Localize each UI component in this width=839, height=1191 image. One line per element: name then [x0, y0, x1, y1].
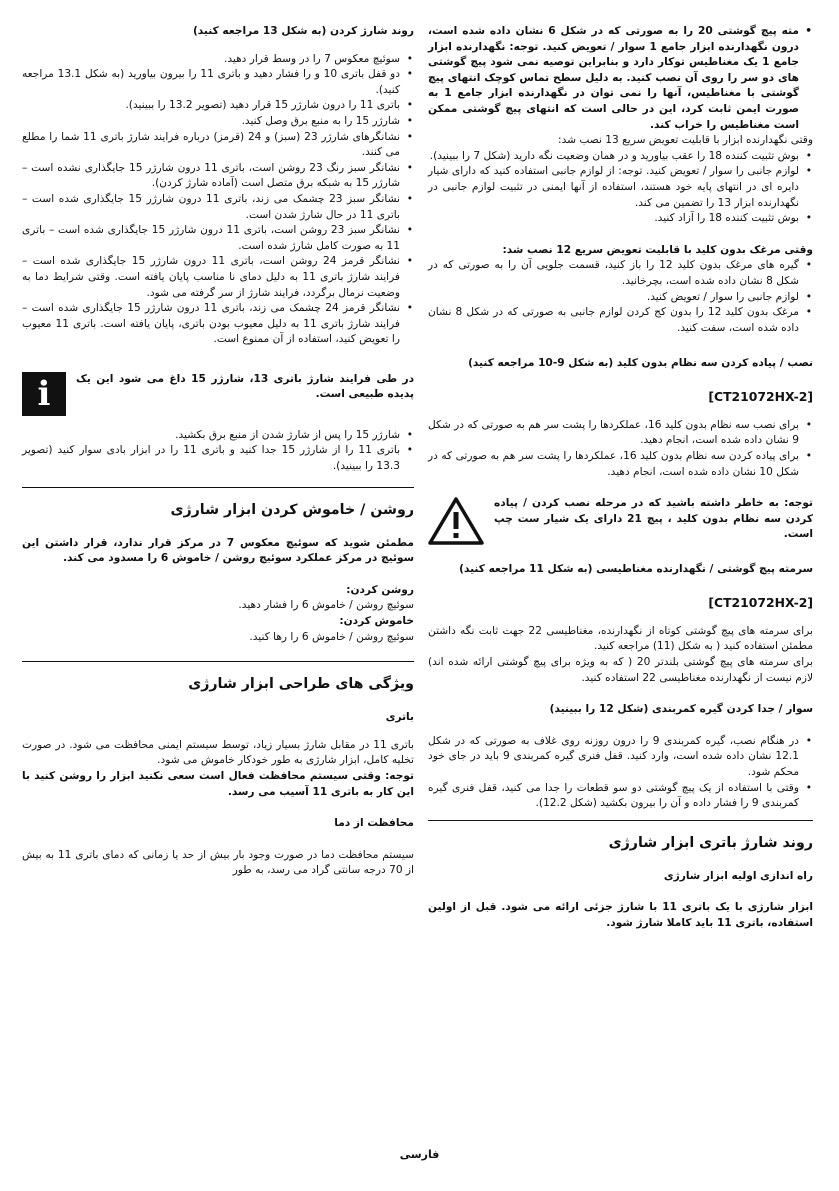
list-item: • شارژر 15 را به منبع برق وصل کنید.	[22, 114, 414, 130]
info-note	[22, 372, 414, 416]
info-note-text: در طی فرایند شارژ باتری 13، شارژر 15 داغ می شود این یک پدیده طبیعی است.	[76, 372, 415, 401]
list-item: • لوازم جانبی را سوار / تعویض کنید.	[428, 290, 813, 306]
clamp-title: سوار / جدا کردن گیره کمربندی (شکل 12 را ببینید)	[549, 703, 813, 716]
bits-title: سرمته پیچ گوشتی / نگهدارنده مغناطیسی (به شکل 11 مراجعه کنید)	[459, 563, 813, 576]
right-column	[428, 24, 813, 932]
thermal-text: سیستم محافظت دما در صورت وجود بار بیش از حد یا زمانی که دمای باتری 11 به بیش از 70 درجه سانتی گراد می رسد، به طور	[22, 848, 415, 877]
charging-section-title: روند شارژ باتری ابزار شارژی	[608, 834, 813, 851]
process-list	[22, 52, 414, 348]
list-item: • نشانگر قرمز 24 روشن است، باتری 11 درون شارژر 15 جایگذاری شده است – فرایند شارژ باتری 11 به دلیل دمای نا مناسب پایان یافته است. وقتی شرایط دما به وضعیت نرمال برگردد، فرایند شارژ از سر گرفته می شود.	[22, 254, 414, 301]
list-item: • برای نصب سه نظام بدون کلید 16، عملکردها را پشت سر هم به صورتی که در شکل 9 نشان داده شده است، انجام دهید.	[428, 418, 813, 449]
page-footer-language: فارسی	[399, 1148, 440, 1161]
quick13-title: وقتی نگهدارنده ابزار با قابلیت تعویض سریع 13 نصب شد:	[558, 134, 813, 147]
after-charge-list	[22, 428, 414, 475]
process-title: روند شارژ کردن (به شکل 13 مراجعه کنید)	[192, 25, 414, 37]
info-icon: i	[22, 372, 66, 416]
bits-paragraph: برای سرمته های پیچ گوشتی بلندتر 20 ( که به ویژه برای پیچ گوشتی ارائه شده اند) لازم نیست از نگهدارنده مغناطیسی 22 استفاده کنید.	[428, 656, 813, 684]
list-item: • نشانگر سبز 23 روشن است، باتری 11 درون شارژر 15 جایگذاری شده است – باتری 11 به صورت کامل شارژ شده است.	[22, 223, 414, 254]
clamp-list	[428, 734, 813, 812]
battery-text: باتری 11 در مقابل شارژ بسیار زیاد، توسط سیستم ایمنی محافظت می شود. در صورت تخلیه کامل، ابزار شارژی به طور خودکار خاموش می شود.	[22, 738, 414, 767]
bit-install-item: • مته پیچ گوشتی 20 را به صورتی که در شکل 6 نشان داده شده است، درون نگهدارنده ابزار جامع 1 سوار / تعویض کنید. توجه: نگهدارنده ابزار جامع 1 یک مغناطیس توکار دارد و بنابراین توصیه نمی شود پیچ گوشتی های دو سر را روی آن نصب کنید. به دلیل سطح تماس کوچک انتهای پیچ گوشتی با مغناطیس، آنها را نمی توان در نگهدارنده ابزار جامع 1 به صورت ایمن ثابت کرد، این در حالی است که انتهای پیچ گوشتی ممکن است مغناطیس را خراب کند.	[428, 24, 813, 133]
off-text: سوئیچ روشن / خاموش 6 را رها کنید.	[249, 630, 414, 643]
quick13-list	[428, 149, 813, 227]
warning-triangle-icon	[428, 496, 484, 546]
left-column	[22, 24, 414, 879]
list-item: • نشانگر سبز رنگ 23 روشن است، باتری 11 درون شارژر 15 جایگذاری نشده است – شارژر 15 به شبکه برق متصل است (آماده شارژ کردن).	[22, 161, 414, 192]
warning-text: توجه: به خاطر داشته باشید که در مرحله نصب کردن / پیاده کردن سه نظام بدون کلید ، پیچ 21 دارای یک شیار ست چپ است.	[494, 497, 813, 541]
model-number: [CT21072HX-2]	[708, 594, 813, 610]
startup-text: ابزار شارژی با یک باتری 11 با شارژ جزئی ارائه می شود. قبل از اولین استفاده، باتری 11 باید کاملا شارژ شود.	[428, 901, 813, 929]
thermal-title: محافظت از دما	[334, 817, 414, 830]
chuck12-list	[428, 258, 813, 336]
list-item: • در هنگام نصب، گیره کمربندی 9 را درون روزنه روی غلاف به صورتی که در شکل 12.1 نشان داده شده است، وارد کنید. قفل فنری گیره کمربندی 9 باید در جای خود محکم شود.	[428, 734, 813, 781]
on-text: سوئیچ روشن / خاموش 6 را فشار دهید.	[238, 599, 414, 612]
list-item: • نشانگر قرمز 24 چشمک می زند، باتری 11 درون شارژر 15 جایگذاری شده است – فرایند شارژ باتری 11 به دلیل معیوب بودن باتری، پایان یافته است. باتری 11 معیوب را تعویض کنید، استفاده از آن ممنوع است.	[22, 301, 414, 348]
list-item: • دو قفل باتری 10 و را فشار دهید و باتری 11 را بیرون بیاورید (به شکل 13.1 مراجعه کنید).	[22, 67, 414, 98]
list-item: • لوازم جانبی را سوار / تعویض کنید. توجه: از لوازم جانبی استفاده کنید که دارای شیار دایره ای در انتهای پایه خود هستند، استفاده از آنها ایمنی در تثبیت لوازم جانبی در نگهدارنده ابزار 13 را تضمین می کند.	[428, 164, 813, 211]
battery-note: توجه: وقتی سیستم محافظت فعال است سعی نکنید ابزار را روشن کنید با این کار به باتری 11 آسیب می رسد.	[22, 770, 414, 798]
battery-title: باتری	[385, 711, 414, 724]
assembly-list	[428, 418, 813, 480]
on-title: روشن کردن:	[346, 583, 414, 596]
list-item: • سوئیچ معکوس 7 را در وسط قرار دهید.	[22, 52, 414, 68]
off-title: خاموش کردن:	[339, 615, 414, 628]
list-item: • گیره های مرغک بدون کلید 12 را باز کنید، قسمت جلویی آن را به صورتی که در شکل 8 نشان داده شده است، بچرخانید.	[428, 258, 813, 289]
bits-paragraph: برای سرمته های پیچ گوشتی کوتاه از نگهدارنده، مغناطیسی 22 جهت ثابت نگه داشتن مطمئن استفاده کنید ( به شکل (11) مراجعه کنید.	[428, 624, 814, 653]
onoff-section-title: روشن / خاموش کردن ابزار شارژی	[170, 501, 414, 518]
list-item: • وقتی با استفاده از یک پیچ گوشتی دو سو قطعات را جدا می کنید، قفل فنری گیره کمربندی 9 را فشار داده و آن را بیرون بکشید (شکل 12.2).	[428, 781, 813, 812]
list-item: • نشانگر سبز 23 چشمک می زند، باتری 11 درون شارژر 15 جایگذاری شده است – باتری 11 در حال شارژ شدن است.	[22, 192, 414, 223]
assembly-title: نصب / پیاده کردن سه نظام بدون کلید (به شکل 9-10 مراجعه کنید)	[468, 357, 813, 370]
list-item: • باتری 11 را درون شارژر 15 قرار دهید (تصویر 13.2 را ببینید).	[22, 98, 414, 114]
features-section-title: ویژگی های طراحی ابزار شارژی	[188, 676, 414, 693]
list-item: • نشانگرهای شارژر 23 (سبز) و 24 (قرمز) درباره فرایند شارژ باتری 11 شما را مطلع می کنند.	[22, 130, 414, 161]
list-item: • شارژر 15 را پس از شارژ شدن از منبع برق بکشید.	[22, 428, 414, 444]
list-item: • برای پیاده کردن سه نظام بدون کلید 16، عملکردها را پشت سر هم به صورتی که در شکل 10 نشان داده شده است، انجام دهید.	[428, 449, 813, 480]
list-item: • بوش تثبیت کننده 18 را عقب بیاورید و در همان وضعیت نگه دارید (شکل 7 را ببینید).	[428, 149, 813, 165]
warning-note	[428, 496, 813, 546]
list-item: • بوش تثبیت کننده 18 را آزاد کنید.	[428, 211, 813, 227]
chuck12-title: وقتی مرغک بدون کلید با قابلیت تعویض سریع 12 نصب شد:	[502, 243, 813, 256]
list-item: • باتری 11 را از شارژر 15 جدا کنید و باتری 11 را در ابزار بادی سوار کنید (تصویر 13.3 را ببینید).	[22, 443, 414, 474]
startup-title: راه اندازی اولیه ابزار شارژی	[663, 869, 813, 882]
onoff-warning: مطمئن شوید که سوئیچ معکوس 7 در مرکز قرار ندارد، قرار داشتن این سوئیچ در مرکز عملکرد سوئیچ روشن / خاموش 6 را مسدود می کند.	[22, 536, 414, 565]
list-item: • مرغک بدون کلید 12 را بدون کج کردن لوازم جانبی به صورتی که در شکل 8 نشان داده شده است، سفت کنید.	[428, 305, 813, 336]
bits-list	[428, 24, 813, 133]
model-number: [CT21072HX-2]	[708, 388, 813, 404]
